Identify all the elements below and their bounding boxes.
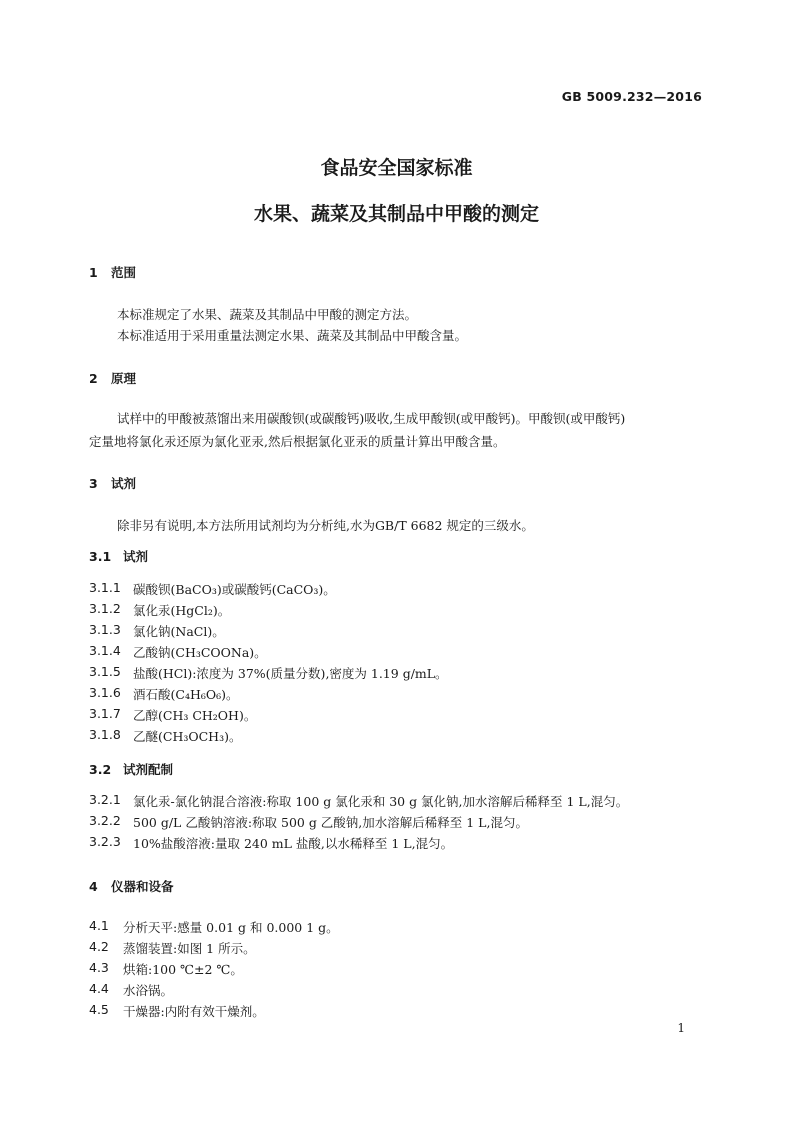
item-text: 氯化汞-氯化钠混合溶液:称取 100 g 氯化汞和 30 g 氯化钠,加水溶解后稀释至 1 L,混匀。 [133, 794, 629, 809]
section-title: 范围 [111, 265, 137, 280]
item-number: 3.2.1 [89, 792, 121, 807]
section-number: 3 [89, 476, 98, 491]
standard-code: GB 5009.232—2016 [561, 89, 702, 104]
section-number: 1 [89, 265, 98, 280]
item-number: 3.1.1 [89, 580, 121, 595]
item-text: 干燥器:内附有效干燥剂。 [123, 1004, 265, 1019]
item-number: 3.2.2 [89, 813, 121, 828]
subsection-3-2-heading [89, 760, 173, 778]
item-number: 4.1 [89, 918, 109, 933]
section-title: 原理 [111, 371, 137, 386]
item-text: 水浴锅。 [123, 983, 174, 998]
item-number: 4.3 [89, 960, 109, 975]
section-number: 2 [89, 371, 98, 386]
paragraph: 除非另有说明,本方法所用试剂均为分析纯,水为GB/T 6682 规定的三级水。 [117, 518, 534, 533]
section-4-heading [89, 877, 174, 895]
section-title: 试剂配制 [123, 762, 174, 777]
section-title: 仪器和设备 [111, 879, 174, 894]
section-number: 3.2 [89, 762, 112, 777]
item-text: 烘箱:100 ℃±2 ℃。 [123, 962, 243, 977]
item-text: 碳酸钡(BaCO₃)或碳酸钙(CaCO₃)。 [133, 582, 336, 597]
item-text: 乙酸钠(CH₃COONa)。 [133, 645, 267, 660]
subsection-3-1-heading [89, 547, 148, 565]
item-text: 乙醚(CH₃OCH₃)。 [133, 729, 242, 744]
section-2-heading [89, 369, 136, 387]
section-title: 试剂 [111, 476, 137, 491]
item-number: 3.1.2 [89, 601, 121, 616]
paragraph: 本标准规定了水果、蔬菜及其制品中甲酸的测定方法。 [117, 307, 418, 322]
item-number: 3.1.3 [89, 622, 121, 637]
page-number: 1 [677, 1021, 685, 1035]
item-number: 3.1.7 [89, 706, 121, 721]
item-text: 蒸馏装置:如图 1 所示。 [123, 941, 256, 956]
section-number: 4 [89, 879, 98, 894]
paragraph: 定量地将氯化汞还原为氯化亚汞,然后根据氯化亚汞的质量计算出甲酸含量。 [89, 434, 506, 449]
item-text: 乙醇(CH₃ CH₂OH)。 [133, 708, 257, 723]
section-1-heading [89, 263, 136, 281]
document-title: 食品安全国家标准 [320, 157, 473, 179]
section-title: 试剂 [123, 549, 149, 564]
item-number: 4.4 [89, 981, 109, 996]
paragraph: 本标准适用于采用重量法测定水果、蔬菜及其制品中甲酸含量。 [117, 328, 468, 343]
document-subtitle: 水果、蔬菜及其制品中甲酸的测定 [253, 203, 539, 225]
item-number: 3.1.5 [89, 664, 121, 679]
item-text: 氯化钠(NaCl)。 [133, 624, 225, 639]
item-number: 3.1.4 [89, 643, 121, 658]
item-text: 分析天平:感量 0.01 g 和 0.000 1 g。 [123, 920, 339, 935]
item-number: 3.1.8 [89, 727, 121, 742]
item-number: 4.5 [89, 1002, 109, 1017]
item-text: 10%盐酸溶液:量取 240 mL 盐酸,以水稀释至 1 L,混匀。 [133, 836, 454, 851]
item-text: 氯化汞(HgCl₂)。 [133, 603, 231, 618]
item-text: 盐酸(HCl):浓度为 37%(质量分数),密度为 1.19 g/mL。 [133, 666, 448, 681]
paragraph: 试样中的甲酸被蒸馏出来用碳酸钡(或碳酸钙)吸收,生成甲酸钡(或甲酸钙)。甲酸钡(或甲酸钙) [117, 411, 626, 426]
item-number: 3.1.6 [89, 685, 121, 700]
item-text: 酒石酸(C₄H₆O₆)。 [133, 687, 239, 702]
item-number: 3.2.3 [89, 834, 121, 849]
section-3-heading [89, 474, 136, 492]
item-number: 4.2 [89, 939, 109, 954]
item-text: 500 g/L 乙酸钠溶液:称取 500 g 乙酸钠,加水溶解后稀释至 1 L,混匀。 [133, 815, 528, 830]
section-number: 3.1 [89, 549, 112, 564]
